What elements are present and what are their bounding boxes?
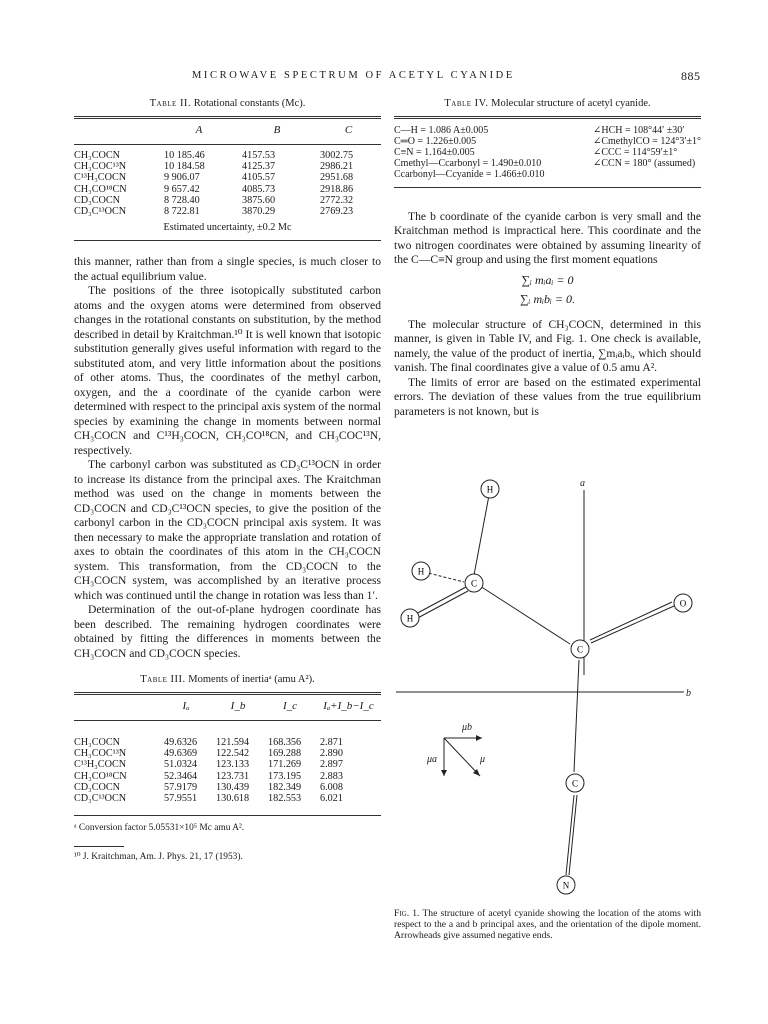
running-header xyxy=(0,70,768,84)
table-cell: 2772.32 xyxy=(320,194,354,206)
table4 xyxy=(394,119,701,187)
table2-note: Estimated uncertainty, ±0.2 Mc xyxy=(163,221,292,233)
table-cell: 2.890 xyxy=(320,748,343,760)
svg-text:O: O xyxy=(679,598,687,609)
figure-caption-label: Fig. 1. xyxy=(394,908,420,919)
bond-c-o-double xyxy=(590,602,672,640)
axis-a-label: a xyxy=(580,478,585,489)
table4-cell: C—H = 1.086 A±0.005 xyxy=(394,124,489,136)
bond-c-h-lower-2 xyxy=(414,591,468,620)
table-cell: 182.349 xyxy=(268,782,302,794)
atom-h-top xyxy=(481,480,499,498)
table3-footnote: ᵃ Conversion factor 5.05531×10⁵ Mc amu A². xyxy=(74,822,245,833)
atoms xyxy=(401,480,692,894)
atom-h-lower xyxy=(401,609,419,627)
table-cell: CD₃C¹³OCN xyxy=(74,793,127,805)
table-cell: C¹³H₃COCN xyxy=(74,759,127,771)
right-column xyxy=(394,97,701,419)
table-cell: 168.356 xyxy=(268,736,302,748)
table4-title: Molecular structure of acetyl cyanide. xyxy=(491,98,651,109)
atom-c-cyanide xyxy=(566,774,584,792)
atom-n xyxy=(557,876,575,894)
table4-cell: Cmethyl—Ccarbonyl = 1.490±0.010 xyxy=(394,158,542,170)
table-cell: 2.897 xyxy=(320,759,343,771)
atom-c-methyl xyxy=(465,574,483,592)
table3-col-ic: I_c xyxy=(282,699,298,712)
table-cell: 8 728.40 xyxy=(164,194,200,206)
table-cell: 3870.29 xyxy=(242,206,276,218)
body-paragraph: The limits of error are based on the estimated experimental errors. The deviation of these values from the true equilibrium parameters is not known, but is xyxy=(394,375,701,418)
table-row xyxy=(74,793,381,804)
table-row xyxy=(74,150,381,161)
table-cell: 130.439 xyxy=(216,782,250,794)
table-cell: CH₃COCN xyxy=(74,149,121,161)
svg-text:H: H xyxy=(417,566,425,577)
table4-label: Table IV. xyxy=(444,98,489,109)
table-cell: 10 185.46 xyxy=(164,149,205,161)
table-cell: 2769.23 xyxy=(320,206,354,218)
table-cell: 57.9551 xyxy=(164,793,198,805)
table2 xyxy=(74,119,381,218)
table-cell: 3002.75 xyxy=(320,149,354,161)
body-paragraph: The b coordinate of the cyanide carbon is very small and the Kraitchman method is impractical here. This coordinate and the two nitrogen coordinates were obtained by assuming linearity of the C—C≡N group and using the first moment equations xyxy=(394,209,701,267)
body-paragraph: this manner, rather than from a single species, is much closer to the actual equilibrium value. xyxy=(74,255,381,283)
table-cell: 121.594 xyxy=(216,736,250,748)
table-cell: 6.008 xyxy=(320,782,343,794)
table4-cell: ∠CCC = 114°59′±1° xyxy=(592,146,678,158)
table4-cell: ∠CmethylCO = 124°3′±1° xyxy=(592,135,701,147)
mu-b-arrowhead xyxy=(476,735,482,741)
table-row xyxy=(74,206,381,217)
table4-cell: C═O = 1.226±0.005 xyxy=(394,135,477,147)
svg-text:N: N xyxy=(562,880,570,891)
running-title: MICROWAVE SPECTRUM OF ACETYL CYANIDE xyxy=(192,70,515,81)
table-cell: CD₃C¹³OCN xyxy=(74,206,127,218)
table2-label: Table II. xyxy=(149,98,192,109)
table-cell: 123.731 xyxy=(216,770,250,782)
table-row xyxy=(74,184,381,195)
table3 xyxy=(74,695,381,805)
body-paragraph: The carbonyl carbon was substituted as CD₃C¹³OCN in order to increase its distance from the principal axes. The Kraitchman method was used on the change in moments between the CD₃COCN and CD₃C¹³OCN species, to give the position of the carbonyl carbon in the CD₃COCN principal axis system. It was then necessary to make the appropriate translation and rotation of axes to obtain the coordinates of this atom in the CH₃COCN system. This transformation, from the CD₃COCN to the CH₃COCN system, was accomplished by an iterative process which was continued until the change in rotation was less than 1′. xyxy=(74,458,381,602)
table3-label: Table III. xyxy=(140,674,186,686)
table-row xyxy=(74,172,381,183)
table-cell: 130.618 xyxy=(216,793,250,805)
mu-a-arrowhead xyxy=(441,770,447,776)
bond-c-h-top xyxy=(474,490,490,575)
left-column xyxy=(74,97,381,863)
table-cell: CH₃COC¹³N xyxy=(74,161,127,173)
atom-c-carbonyl xyxy=(571,640,589,658)
figure-caption xyxy=(394,908,701,941)
table-cell: CD₃COCN xyxy=(74,782,121,794)
table-cell: 52.3464 xyxy=(164,770,198,782)
table4-caption xyxy=(394,97,701,112)
table4-angles xyxy=(593,125,701,181)
table-cell: 2.871 xyxy=(320,736,343,748)
atom-o xyxy=(674,594,692,612)
table-cell: 4157.53 xyxy=(242,149,276,161)
table-cell: 173.195 xyxy=(268,770,302,782)
table3-col-ia: Iₐ xyxy=(182,699,190,712)
mu-label: μ xyxy=(480,754,486,765)
reference-footnote: ¹⁰ J. Kraitchman, Am. J. Phys. 21, 17 (1953). xyxy=(74,851,243,862)
table-cell: 2986.21 xyxy=(320,161,354,173)
table-row xyxy=(74,748,381,759)
table-cell: 2.883 xyxy=(320,770,343,782)
mu-arrow xyxy=(444,738,480,776)
body-paragraph: The molecular structure of CH₃COCN, determined in this manner, is given in Table IV, and Fig. 1. One check is available, namely, the value of the product of inertia, ∑mᵢaᵢbᵢ, which should vanish. The final coordinates give a value of 0.5 amu A². xyxy=(394,317,701,375)
table-cell: CH₃CO¹⁸CN xyxy=(74,183,127,195)
table-cell: 49.6369 xyxy=(164,748,198,760)
bond-c-o xyxy=(591,606,674,643)
table-cell: 51.0324 xyxy=(164,759,198,771)
table3-header-row xyxy=(74,695,381,720)
table4-cell: Ccarbonyl—Ccyanide = 1.466±0.010 xyxy=(394,169,545,181)
table-row xyxy=(74,782,381,793)
atom-h-left xyxy=(412,562,430,580)
table-cell: 10 184.58 xyxy=(164,161,205,173)
table-cell: 171.269 xyxy=(268,759,302,771)
table3-title: Moments of inertiaᵃ (amu A²). xyxy=(188,674,315,686)
table-cell: 6.021 xyxy=(320,793,343,805)
table-cell: CD₃COCN xyxy=(74,194,121,206)
svg-text:C: C xyxy=(576,644,584,655)
table-cell: 8 722.81 xyxy=(164,206,200,218)
table-cell: 57.9179 xyxy=(164,782,198,794)
table3-caption xyxy=(74,673,381,688)
table-cell: 2918.86 xyxy=(320,183,354,195)
table-cell: CH₃CO¹⁸CN xyxy=(74,770,127,782)
table-row xyxy=(74,771,381,782)
first-moment-equation-b: ∑ᵢ mᵢbᵢ = 0. xyxy=(519,292,575,307)
table4-cell: C≡N = 1.164±0.005 xyxy=(394,146,475,158)
table-cell: 9 657.42 xyxy=(164,183,200,195)
table3-col-sum: Iₐ+I_b−I_c xyxy=(323,699,374,712)
table2-title: Rotational constants (Mc). xyxy=(193,98,306,109)
table-row xyxy=(74,759,381,770)
table4-distances xyxy=(394,125,545,181)
bond-c-h-lower xyxy=(412,587,466,616)
structure-figure xyxy=(394,470,714,905)
table-cell: 49.6326 xyxy=(164,736,198,748)
table-cell: 182.553 xyxy=(268,793,302,805)
table-cell: 2951.68 xyxy=(320,172,354,184)
body-paragraph: The positions of the three isotopically substituted carbon atoms and the oxygen atoms were determined from observed changes in the rotational constants on substitution, by the method described in detail by Kraitchman.¹⁰ It is well known that isotopic substitution generally gives useful information with regard to the substituted atom, and very little information about the positions of other atoms. Thus, the coordinates of the methyl carbon, oxygen, and the a coordinate of the cyanide carbon were determined with respect to the principal axis system of the normal species by examining the change in moments between normal CH₃COCN and C¹³H₃COCN, CH₃CO¹⁸CN, and CH₃COC¹³N, respectively. xyxy=(74,284,381,457)
table2-col-b: B xyxy=(273,123,281,136)
svg-text:C: C xyxy=(470,578,478,589)
axis-b-label: b xyxy=(686,688,691,699)
page-number: 885 xyxy=(681,69,701,83)
table-row xyxy=(74,737,381,748)
table2-col-a: A xyxy=(195,123,203,136)
table2-header-row xyxy=(74,119,381,144)
table-cell: 4125.37 xyxy=(242,161,276,173)
table4-cell: ∠CCN = 180° (assumed) xyxy=(592,158,696,170)
bond-c-c-methyl xyxy=(480,586,570,644)
svg-text:C: C xyxy=(571,778,579,789)
bond-c-c-cyanide xyxy=(574,660,579,772)
mu-a-label: μa xyxy=(427,754,438,765)
body-paragraph: Determination of the out-of-plane hydrogen coordinate has been described. The remaining hydrogen coordinates were obtained by fitting the differences in moments between the CH₃COCN and CD₃COCN species. xyxy=(74,603,381,660)
table-cell: 122.542 xyxy=(216,748,250,760)
table3-col-0 xyxy=(74,695,160,720)
table-cell: 169.288 xyxy=(268,748,302,760)
table-row xyxy=(74,195,381,206)
table2-col-0 xyxy=(74,119,160,144)
table-cell: C¹³H₃COCN xyxy=(74,172,127,184)
first-moment-equation-a: ∑ᵢ mᵢaᵢ = 0 xyxy=(521,272,574,287)
table-row xyxy=(74,161,381,172)
table2-col-c: C xyxy=(344,123,353,136)
table2-caption xyxy=(74,97,381,112)
table-cell: 4085.73 xyxy=(242,183,276,195)
svg-text:H: H xyxy=(486,484,494,495)
svg-text:H: H xyxy=(406,613,414,624)
mu-b-label: μb xyxy=(462,722,473,733)
table3-bottom-rule xyxy=(74,815,381,816)
table4-cell: ∠HCH = 108°44′ ±30′ xyxy=(592,124,685,136)
table-cell: CH₃COC¹³N xyxy=(74,748,127,760)
table3-col-ib: I_b xyxy=(230,699,246,712)
table-cell: 123.133 xyxy=(216,759,250,771)
table-cell: 3875.60 xyxy=(242,194,276,206)
table-cell: 9 906.07 xyxy=(164,172,200,184)
figure-caption-text: The structure of acetyl cyanide showing the location of the atoms with respect to the a and b principal axes, and the orientation of the dipole moment. Arrowheads give assumed negative ends. xyxy=(394,908,701,941)
table-cell: 4105.57 xyxy=(242,172,276,184)
footnote-rule xyxy=(74,846,124,847)
table-cell: CH₃COCN xyxy=(74,736,121,748)
